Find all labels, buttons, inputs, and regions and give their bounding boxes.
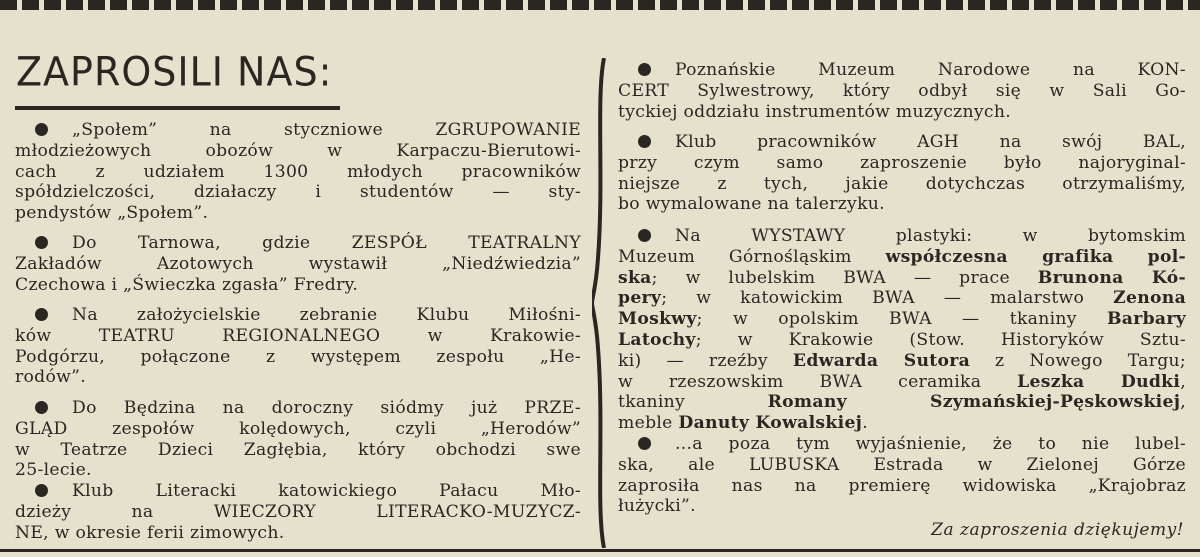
text-segment: Zakładów Azotowych wystawił „Niedźwiedzia”: [15, 253, 581, 274]
text-segment: ki) — rzeźby: [618, 350, 793, 371]
text-segment: pendystów „Społem”.: [15, 203, 209, 224]
text-line: [618, 268, 1186, 289]
text-line: [618, 309, 1186, 330]
text-segment: ; w lubelskim BWA — prace: [651, 267, 1038, 288]
text-segment: cach z udziałem 1300 młodych pracowników: [15, 161, 581, 182]
title-underline: [15, 106, 340, 110]
text-segment: zaprosiła nas na premierę widowiska „Krajobraz: [618, 475, 1186, 496]
text-line: [618, 153, 1186, 174]
text-line: [15, 182, 581, 203]
text-segment: meble: [618, 413, 679, 434]
text-segment: ; w katowickim BWA — malarstwo: [661, 288, 1114, 309]
text-line: [15, 326, 581, 347]
text-line: [618, 174, 1186, 195]
text-segment: w Teatrze Dzieci Zagłębia, który obchodzi swe: [15, 439, 581, 460]
text-line: [15, 275, 581, 296]
news-item: [15, 481, 581, 543]
text-segment: w rzeszowskim BWA ceramika: [618, 371, 1018, 392]
bold-name: Edwarda Sutora: [792, 350, 971, 371]
news-item: [15, 233, 581, 295]
bold-name: pery: [618, 288, 662, 309]
text-segment: tkaniny: [618, 392, 768, 413]
text-line: [618, 81, 1186, 102]
text-line: [15, 305, 581, 326]
text-line: [15, 162, 581, 183]
text-segment: rodów”.: [15, 367, 86, 388]
bullet-icon: [638, 63, 651, 76]
text-line: [15, 398, 581, 419]
news-item: [618, 132, 1186, 215]
text-segment: 25-lecie.: [15, 460, 92, 481]
text-segment: Klub Literacki katowickiego Pałacu Mło-: [72, 481, 581, 501]
bullet-icon: [638, 135, 651, 148]
bold-name: ska: [618, 267, 652, 288]
text-line: [618, 247, 1186, 268]
text-segment: ; w opolskim BWA — tkaniny: [696, 309, 1107, 330]
bullet-icon: [35, 308, 48, 321]
text-segment: .: [862, 413, 868, 434]
text-line: [15, 141, 581, 162]
column-divider-brace: [592, 58, 608, 548]
text-segment: Do Tarnowa, gdzie ZESPÓŁ TEATRALNY: [72, 233, 581, 253]
text-line: [15, 481, 581, 502]
text-line: [618, 392, 1186, 413]
text-line: [618, 60, 1186, 81]
bold-name: Latochy: [618, 329, 696, 350]
text-line: [15, 523, 581, 544]
text-line: [618, 330, 1186, 351]
bold-name: współczesna grafika pol-: [885, 246, 1186, 267]
text-line: [15, 347, 581, 368]
text-line: [618, 372, 1186, 393]
text-segment: Czechowa i „Świeczka zgasła” Fredry.: [15, 274, 359, 295]
text-line: [15, 419, 581, 440]
text-line: [618, 226, 1186, 247]
text-segment: „Społem” na styczniowe ZGRUPOWANIE: [72, 120, 581, 140]
text-line: [15, 120, 581, 141]
text-line: [618, 194, 1186, 215]
text-line: [15, 203, 581, 224]
bullet-icon: [638, 437, 651, 450]
text-segment: ; w Krakowie (Stow. Historyków Sztu-: [695, 329, 1186, 350]
news-item: [15, 398, 581, 481]
news-item: [15, 120, 581, 224]
text-segment: ków TEATRU REGIONALNEGO w Krakowie-: [15, 325, 581, 346]
bullet-icon: [35, 401, 48, 414]
news-item: [618, 60, 1186, 122]
text-segment: Podgórzu, połączone z występem zespołu „He-: [15, 346, 581, 367]
bold-name: Danuty Kowalskiej: [678, 413, 863, 434]
bottom-rule: [0, 549, 1200, 552]
text-segment: Poznańskie Muzeum Narodowe na KON-: [675, 60, 1186, 80]
text-segment: ,: [1180, 392, 1186, 413]
news-item: [15, 305, 581, 388]
text-segment: Na WYSTAWY plastyki: w bytomskim: [675, 226, 1186, 246]
text-segment: dzieży na WIECZORY LITERACKO-MUZYCZ-: [15, 501, 581, 522]
text-segment: ...a poza tym wyjaśnienie, że to nie lubel-: [675, 434, 1186, 454]
bold-name: Moskwy: [618, 309, 697, 330]
text-line: [15, 440, 581, 461]
text-segment: bo wymalowane na talerzyku.: [618, 194, 885, 215]
text-line: [618, 132, 1186, 153]
top-dashed-border: [0, 0, 1200, 10]
text-line: [618, 102, 1186, 123]
bold-name: Brunona Kó-: [1037, 267, 1186, 288]
text-segment: Klub pracowników AGH na swój BAL,: [675, 132, 1186, 152]
bold-name: Romany Szymańskiej-Pęskowskiej: [767, 392, 1181, 413]
text-line: [15, 502, 581, 523]
text-segment: z Nowego Targu;: [970, 350, 1187, 371]
text-segment: ska, ale LUBUSKA Estrada w Zielonej Górze: [618, 454, 1186, 475]
text-line: [15, 254, 581, 275]
bullet-icon: [35, 484, 48, 497]
text-segment: Na założycielskie zebranie Klubu Miłośni-: [72, 305, 581, 325]
text-line: [15, 367, 581, 388]
text-segment: tyckiej oddziału instrumentów muzycznych.: [618, 101, 1011, 122]
text-segment: młodzieżowych obozów w Karpaczu-Bierutowi-: [15, 140, 581, 161]
text-line: [15, 460, 581, 481]
text-line: [15, 233, 581, 254]
text-line: [618, 434, 1186, 455]
text-segment: spółdzielczości, działaczy i studentów — sty-: [15, 182, 581, 203]
bullet-icon: [638, 229, 651, 242]
bold-name: Leszka Dudki: [1017, 371, 1181, 392]
bold-name: Barbary: [1106, 309, 1186, 330]
news-item: [618, 434, 1186, 517]
text-segment: CERT Sylwestrowy, który odbył się w Sali Go-: [618, 80, 1186, 101]
text-line: [618, 351, 1186, 372]
bullet-icon: [35, 123, 48, 136]
text-segment: ,: [1180, 371, 1186, 392]
bullet-icon: [35, 236, 48, 249]
text-segment: Do Będzina na doroczny siódmy już PRZE-: [72, 398, 581, 418]
text-segment: łużycki”.: [618, 496, 696, 517]
article-title: ZAPROSILI NAS:: [16, 48, 333, 96]
text-line: [618, 455, 1186, 476]
news-item: [618, 226, 1186, 434]
closing-signature: Za zaproszenia dziękujemy!: [931, 520, 1184, 540]
bold-name: Zenona: [1113, 288, 1186, 309]
text-segment: GLĄD zespołów kolędowych, czyli „Herodów”: [15, 418, 581, 439]
text-line: [618, 413, 1186, 434]
text-line: [618, 476, 1186, 497]
text-segment: niejsze z tych, jakie dotychczas otrzymaliśmy,: [618, 173, 1186, 194]
text-segment: Muzeum Górnośląskim: [618, 246, 886, 267]
text-line: [618, 496, 1186, 517]
text-segment: NE, w okresie ferii zimowych.: [15, 522, 285, 543]
text-line: [618, 288, 1186, 309]
text-segment: przy czym samo zaproszenie było najoryginal-: [618, 152, 1186, 173]
